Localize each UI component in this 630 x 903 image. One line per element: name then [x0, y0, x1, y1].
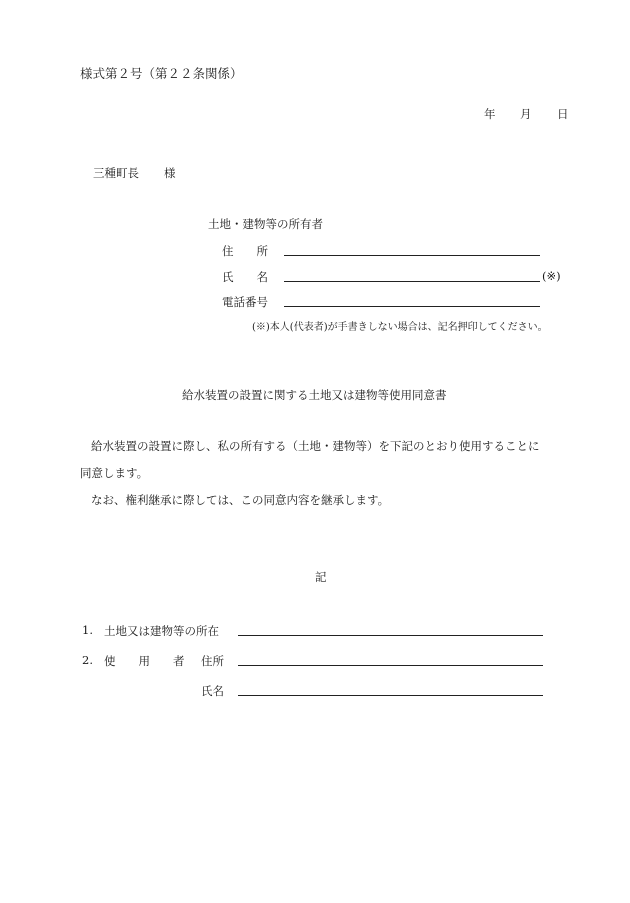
- owner-address-label: 住 所: [222, 244, 268, 258]
- date-year: 年: [484, 107, 496, 121]
- form-number: 様式第２号（第２２条関係）: [80, 66, 243, 81]
- owner-phone-line[interactable]: [284, 306, 540, 307]
- body-paragraph1-line1: 給水装置の設置に際し、私の所有する（土地・建物等）を下記のとおり使用することに: [91, 439, 540, 453]
- owner-name-label: 氏 名: [222, 270, 268, 284]
- item2-label: 使 用 者: [104, 654, 185, 668]
- owner-heading: 土地・建物等の所有者: [208, 217, 323, 231]
- owner-name-line[interactable]: [284, 281, 540, 282]
- item2-address-label: 住所: [201, 654, 224, 668]
- record-heading: 記: [315, 570, 327, 584]
- body-paragraph1-line2: 同意します。: [80, 466, 149, 480]
- owner-name-mark: (※): [542, 269, 561, 283]
- document-title: 給水装置の設置に関する土地又は建物等使用同意書: [182, 388, 447, 402]
- item2-number: 2.: [82, 653, 93, 667]
- item1-number: 1.: [82, 623, 93, 637]
- item2-name-line[interactable]: [238, 695, 543, 696]
- addressee-honorific: 様: [164, 166, 176, 180]
- owner-phone-label: 電話番号: [222, 295, 268, 309]
- addressee-name: 三種町長: [93, 166, 139, 180]
- date-month: 月: [520, 107, 532, 121]
- owner-note: (※)本人(代表者)が手書きしない場合は、記名押印してください。: [252, 322, 548, 333]
- body-paragraph2: なお、権利継承に際しては、この同意内容を継承します。: [91, 493, 390, 507]
- item1-label: 土地又は建物等の所在: [104, 624, 219, 638]
- item2-address-line[interactable]: [238, 665, 543, 666]
- date-day: 日: [557, 107, 569, 121]
- item1-line[interactable]: [238, 635, 543, 636]
- owner-address-line[interactable]: [284, 255, 540, 256]
- item2-name-label: 氏名: [201, 684, 224, 698]
